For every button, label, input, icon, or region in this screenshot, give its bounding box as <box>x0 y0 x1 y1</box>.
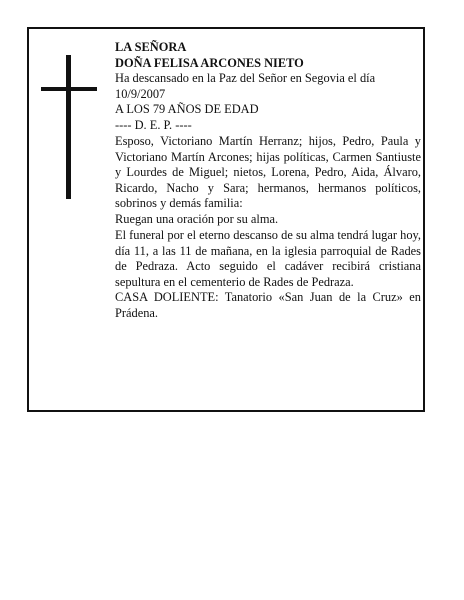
deceased-name: DOÑA FELISA ARCONES NIETO <box>115 55 304 70</box>
obituary-notice <box>27 27 425 412</box>
notice-text-block <box>115 40 421 321</box>
notice-heading-title: LA SEÑORA <box>115 40 187 54</box>
age-statement: A LOS 79 AÑOS DE EDAD <box>115 102 259 116</box>
family-paragraph: Esposo, Victoriano Martín Herranz; hijos, Pedro, Paula y Victoriano Martín Arcones; hijas políticas, Carmen Santiuste y Lourdes de Miguel; nietos, Lorena, Pedro, Aida, Álvaro, Ricardo, Nacho y Sara; hermanos, hermanos políticos, sobrinos y demás familia: <box>115 134 421 210</box>
funeral-paragraph: El funeral por el eterno descanso de su alma tendrá lugar hoy, día 11, a las 11 de mañana, en la iglesia parroquial de Rades de Pedraza. Acto seguido el cadáver recibirá cristiana sepultura en el cementerio de Rades de Pedraza. <box>115 228 421 289</box>
cross-horizontal-bar <box>41 87 97 91</box>
rest-statement: Ha descansado en la Paz del Señor en Segovia el día 10/9/2007 <box>115 71 376 101</box>
cross-icon <box>41 55 97 199</box>
rip-line: ---- D. E. P. ---- <box>115 117 192 132</box>
prayer-request: Ruegan una oración por su alma. <box>115 211 279 226</box>
cross-vertical-bar <box>66 55 71 199</box>
mourning-house-paragraph: CASA DOLIENTE: Tanatorio «San Juan de la Cruz» en Prádena. <box>115 290 421 320</box>
